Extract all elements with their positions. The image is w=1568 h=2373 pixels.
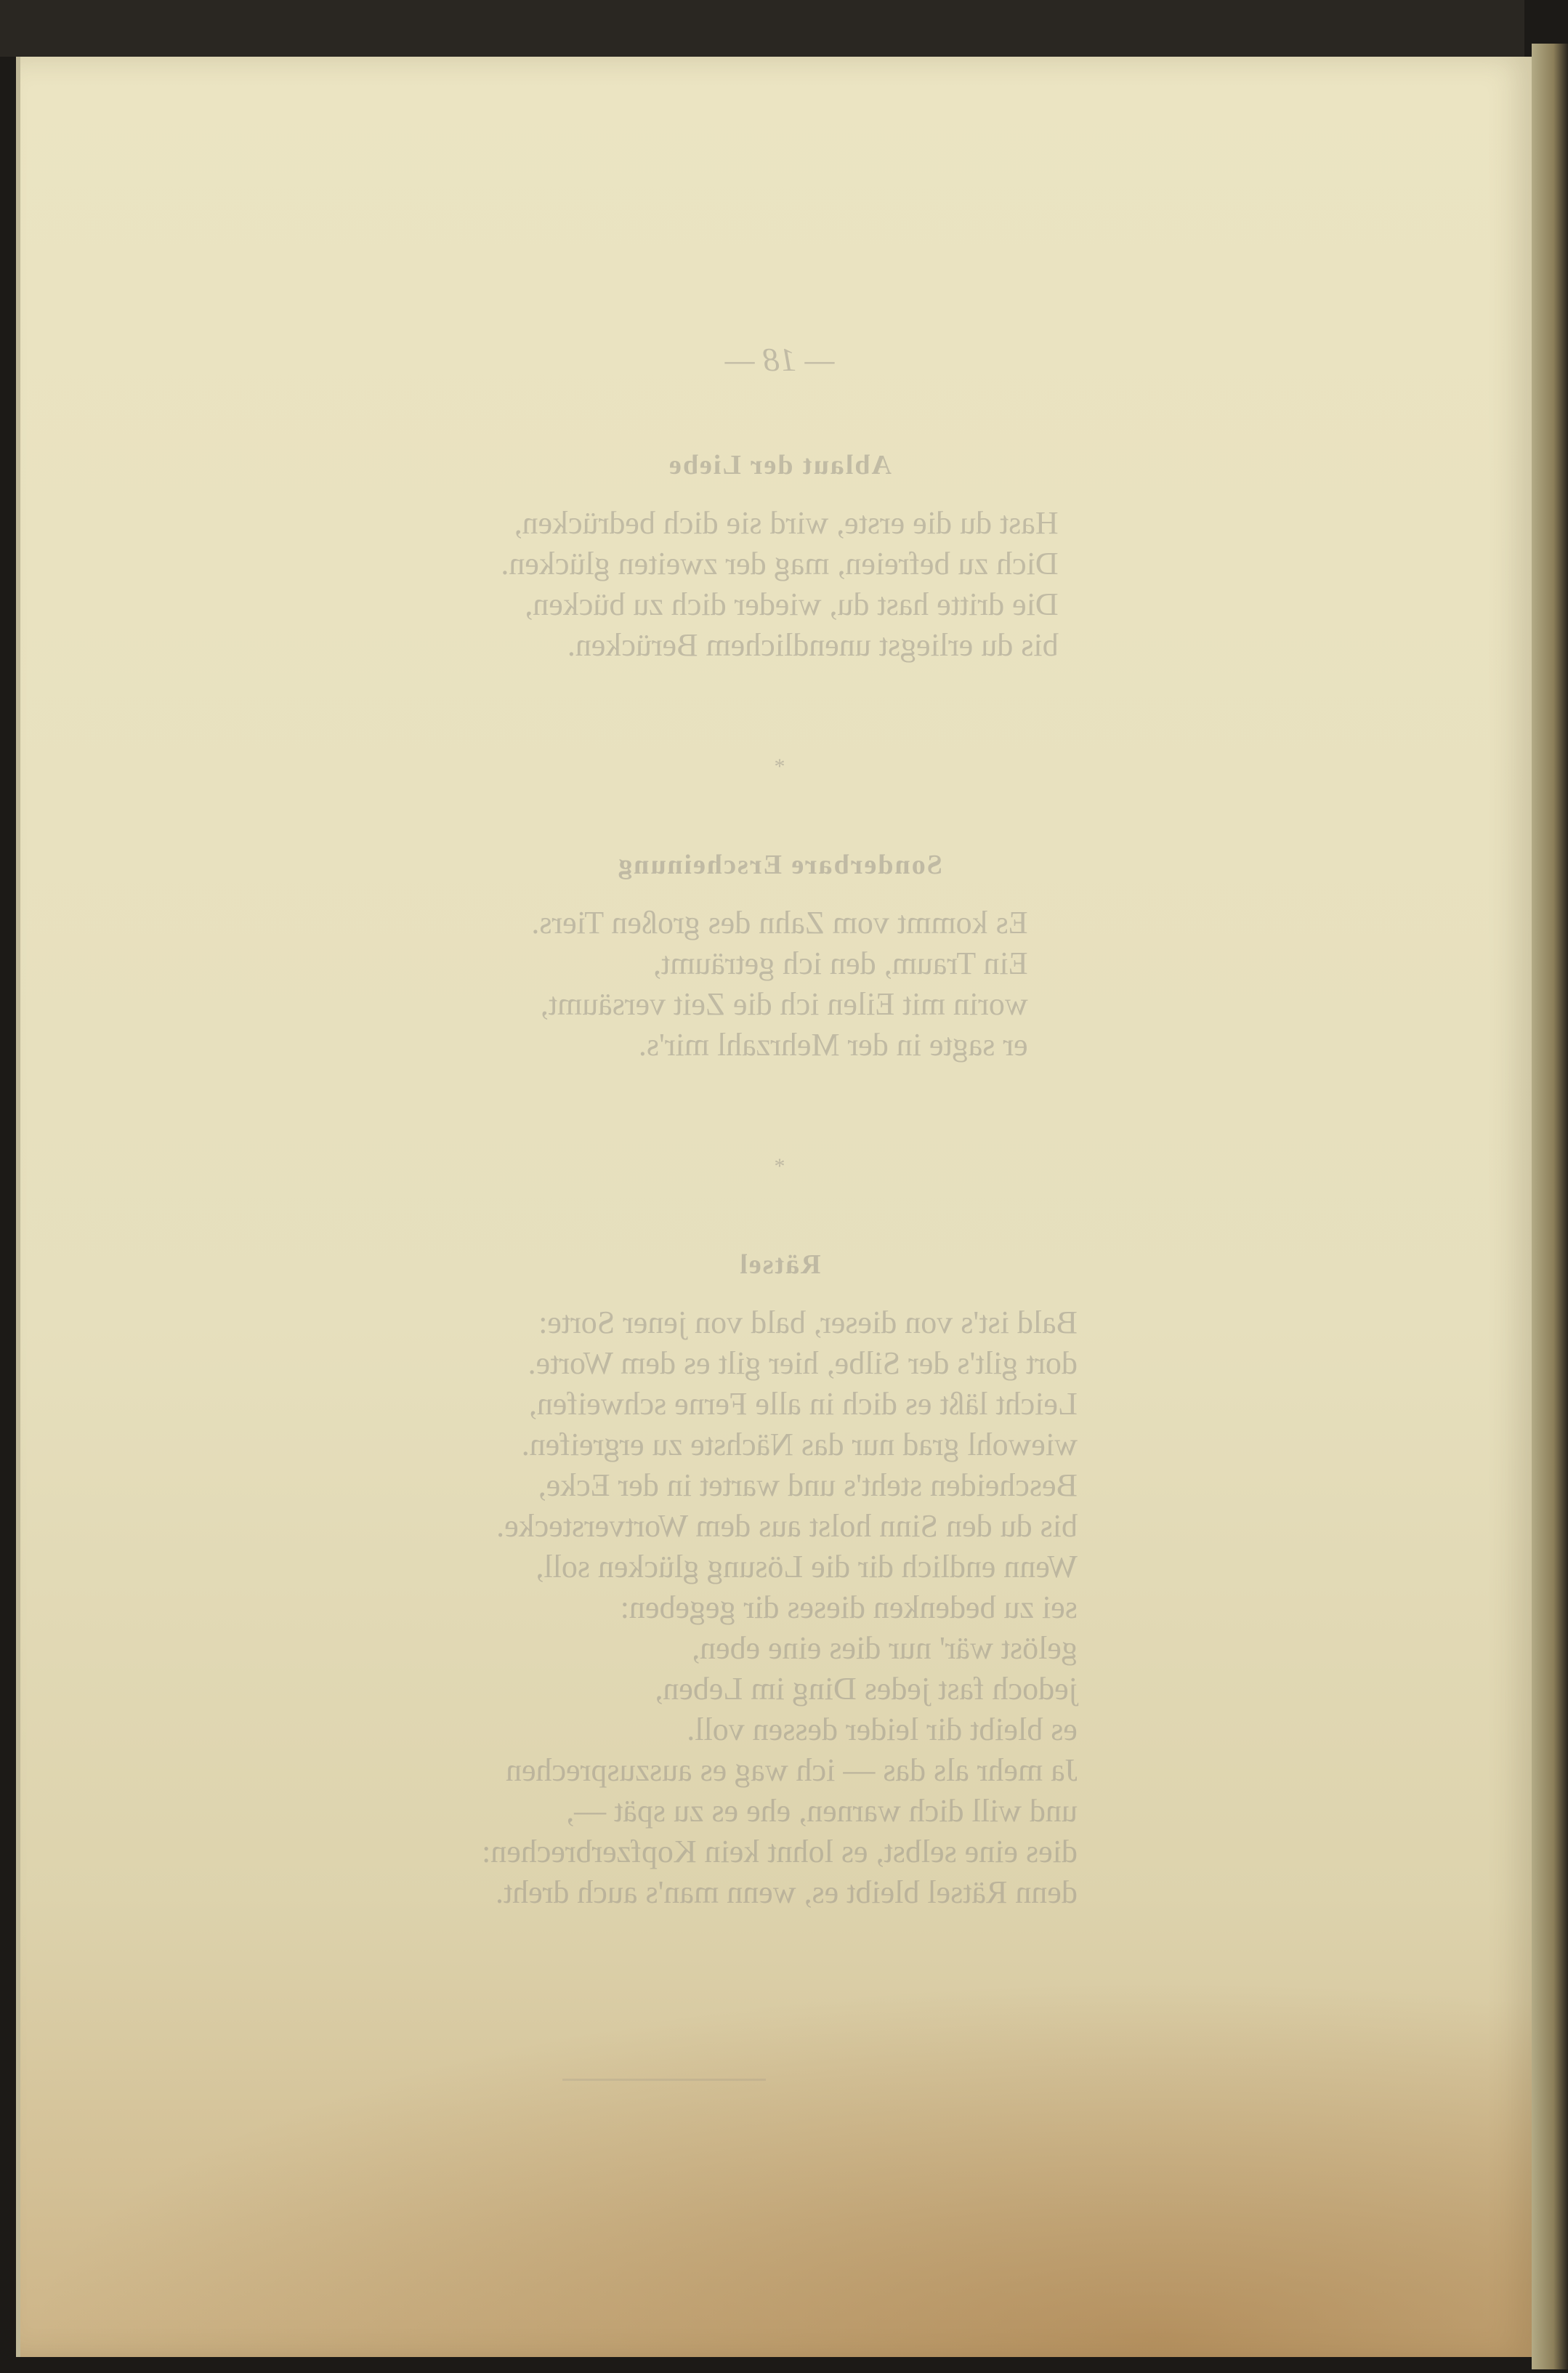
poem-line: Hast du die erste, wird sie dich bedrücken,: [514, 505, 1059, 541]
poem-line: wiewohl grad nur das Nächste zu ergreifen.: [521, 1427, 1078, 1462]
section-1: [20, 449, 1539, 666]
poem-line: dort gilt's der Silbe, hier gilt es dem Worte.: [528, 1345, 1078, 1381]
poem-line: Die dritte hast du, wieder dich zu bücken,: [525, 587, 1059, 622]
poem-line: es bleibt dir leider dessen voll.: [687, 1712, 1078, 1747]
page-number: — 18 —: [724, 341, 835, 378]
section-2-poem: [531, 903, 1027, 1065]
poem-line: gelöst wär' nur dies eine eben,: [692, 1630, 1078, 1666]
poem-line: Ja mehr als das — ich wag es auszusprechen: [506, 1752, 1078, 1788]
poem-line: denn Rätsel bleibt es, wenn man's auch dreht.: [495, 1874, 1078, 1910]
poem-line: Wenn endlich dir die Lösung glücken soll,: [536, 1549, 1078, 1584]
poem-line: und will dich warnen, ehe es zu spät —,: [566, 1793, 1078, 1829]
scan-background: [0, 0, 1524, 57]
section-3-poem: [482, 1302, 1078, 1913]
poem-line: dies eine selbst, es lohnt kein Kopfzerbrechen:: [482, 1834, 1078, 1869]
paper-page: [16, 57, 1539, 2357]
separator-asterisk: *: [774, 754, 785, 778]
section-1-title: Ablaut der Liebe: [668, 450, 892, 480]
poem-line: Dich zu befreien, mag der zweiten glücken.: [501, 546, 1059, 581]
poem-line: worin mit Eilen ich die Zeit versäumt,: [540, 986, 1028, 1022]
poem-line: Ein Traum, den ich geträumt,: [652, 946, 1028, 981]
section-3: [20, 1249, 1539, 1913]
poem-line: Bescheiden steht's und wartet in der Ecke,: [538, 1467, 1078, 1503]
poem-line: sei zu bedenken dieses dir gegeben:: [620, 1590, 1078, 1625]
poem-line: Leicht läßt es dich in alle Ferne schweifen,: [528, 1386, 1078, 1422]
poem-line: er sagte in der Mehrzahl mir's.: [638, 1027, 1028, 1063]
section-2-title: Sonderbare Erscheinung: [617, 850, 942, 880]
section-1-poem: [501, 503, 1058, 666]
section-3-title: Rätsel: [738, 1249, 821, 1280]
poem-line: bis du erliegst unendlichem Berücken.: [567, 627, 1059, 663]
section-2: [20, 849, 1539, 1065]
poem-line: jedoch fast jedes Ding im Leben,: [655, 1671, 1078, 1707]
poem-line: bis du den Sinn holst aus dem Wortverstecke.: [496, 1508, 1078, 1544]
poem-line: Es kommt vom Zahn des großen Tiers.: [531, 905, 1028, 940]
separator-asterisk: *: [774, 1154, 785, 1178]
closing-rule: [562, 2079, 766, 2081]
poem-line: Bald ist's von dieser, bald von jener Sorte:: [538, 1305, 1078, 1340]
bleed-through-text: [20, 57, 1539, 2357]
book-spine-edge: [1532, 44, 1568, 2369]
